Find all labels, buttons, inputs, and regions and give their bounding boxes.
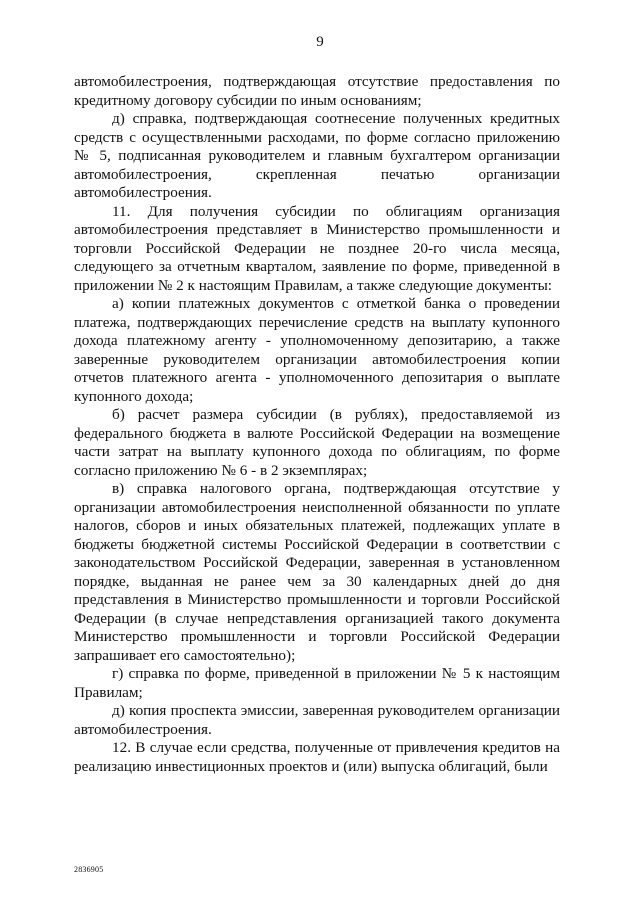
page-number: 9 — [316, 34, 324, 50]
paragraph-11-bond-subsidy: 11. Для получения субсидии по облигациям организация автомобилестроения представляет в Министерство промышленности и торговли Российской Федерации не позднее 20-го числа месяца, следующего за отчетным кварталом, заявление по форме, приведенной в приложении № 2 к настоящим Правилам, а также следующие документы: — [74, 202, 560, 294]
document-body — [74, 73, 560, 776]
paragraph-item-d-prospectus-copy: д) копия проспекта эмиссии, заверенная руководителем организации автомобилестроения. — [74, 702, 560, 738]
paragraph-continuation: автомобилестроения, подтверждающая отсутствие предоставления по кредитному договору субсидии по иным основаниям; — [74, 73, 560, 109]
paragraph-item-a-payment-copies: а) копии платежных документов с отметкой банка о проведении платежа, подтверждающих перечисление средств на выплату купонного дохода платежному агенту - уполномоченному депозитарию, а также заверенные руководителем организации автомобилестроения копии отчетов платежного агента - уполномоченного депозитария о выплате купонного дохода; — [74, 295, 560, 405]
paragraph-item-g-form-certificate: г) справка по форме, приведенной в приложении № 5 к настоящим Правилам; — [74, 665, 560, 701]
paragraph-item-d-certificate-of-expenses: д) справка, подтверждающая соотнесение полученных кредитных средств с осуществленными расходами, по форме согласно приложению № 5, подписанная руководителем и главным бухгалтером организации автомобилестроения, скрепленная печатью организации автомобилестроения. — [74, 110, 560, 201]
paragraph-12-start: 12. В случае если средства, полученные от привлечения кредитов на реализацию инвестиционных проектов и (или) выпуска облигаций, были — [74, 739, 560, 775]
paragraph-item-v-tax-certificate: в) справка налогового органа, подтверждающая отсутствие у организации автомобилестроения неисполненной обязанности по уплате налогов, сборов и иных обязательных платежей, подлежащих уплате в бюджеты бюджетной системы Российской Федерации в соответствии с законодательством Российской Федерации, заверенная в установленном порядке, выданная не ранее чем за 30 календарных дней до дня представления в Министерство промышленности и торговли Российской Федерации (в случае непредставления организацией такого документа Министерство промышленности и торговли Российской Федерации запрашивает его самостоятельно); — [74, 480, 560, 664]
footer-document-code: 2836905 — [74, 865, 104, 874]
paragraph-item-b-subsidy-calculation: б) расчет размера субсидии (в рублях), предоставляемой из федерального бюджета в валюте Российской Федерации на возмещение части затрат на выплату купонного дохода по облигациям, по форме согласно приложению № 6 - в 2 экземплярах; — [74, 406, 560, 479]
